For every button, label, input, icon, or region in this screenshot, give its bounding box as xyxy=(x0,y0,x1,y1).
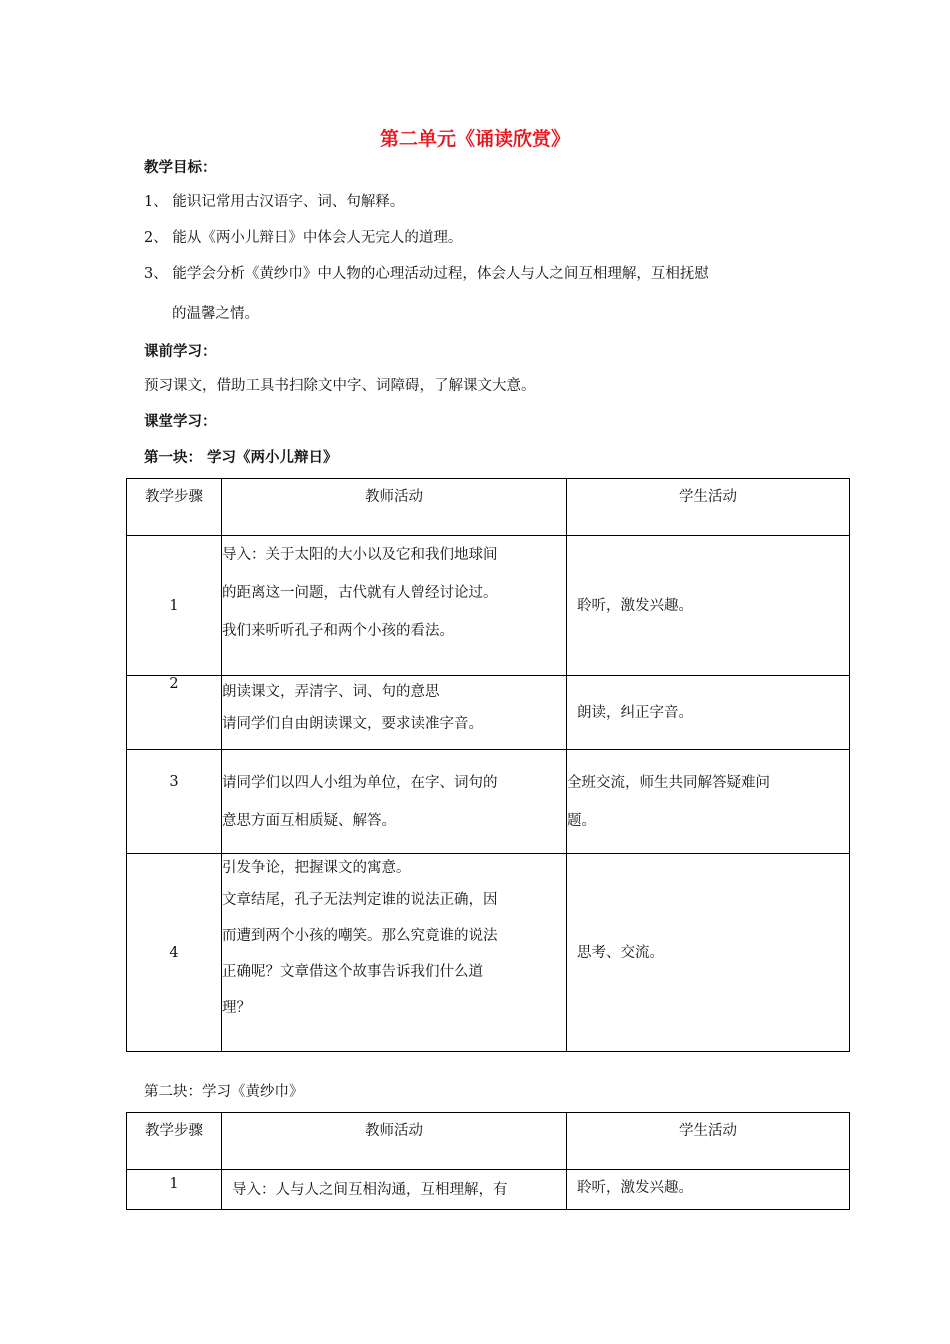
student-activity xyxy=(567,750,850,854)
step-number: 1 xyxy=(127,1170,222,1210)
objective-item-3-continued: 的温馨之情。 xyxy=(172,306,259,322)
teacher-activity xyxy=(222,854,567,1052)
step-number: 2 xyxy=(127,676,222,750)
student-activity xyxy=(567,854,850,1052)
table-row xyxy=(127,536,850,676)
header-teacher: 教师活动 xyxy=(222,1113,567,1170)
teacher-line: 朗读课文，弄清字、词、句的意思 xyxy=(222,684,440,700)
objective-item-2: 2、 能从《两小儿辩日》中体会人无完人的道理。 xyxy=(144,230,463,246)
teacher-line: 我们来听听孔子和两个小孩的看法。 xyxy=(222,623,454,639)
header-teacher: 教师活动 xyxy=(222,479,567,536)
table-row xyxy=(127,750,850,854)
step-number: 3 xyxy=(127,750,222,854)
inclass-heading: 课堂学习： xyxy=(144,413,217,430)
block2-heading: 第二块：学习《黄纱巾》 xyxy=(144,1084,304,1100)
teacher-line: 的距离这一问题，古代就有人曾经讨论过。 xyxy=(222,585,498,601)
teacher-line: 文章结尾，孔子无法判定谁的说法正确，因 xyxy=(222,892,498,908)
teacher-activity xyxy=(222,676,567,750)
teacher-line: 请同学们以四人小组为单位，在字、词句的 xyxy=(222,775,498,791)
teacher-line: 正确呢？文章借这个故事告诉我们什么道 xyxy=(222,964,483,980)
student-activity xyxy=(567,676,850,750)
teacher-activity: 导入：人与人之间互相沟通，互相理解，有 xyxy=(222,1170,567,1210)
teacher-line: 引发争论，把握课文的寓意。 xyxy=(222,860,411,876)
header-step: 教学步骤 xyxy=(127,479,222,536)
table-row xyxy=(127,1170,850,1210)
student-line: 聆听，激发兴趣。 xyxy=(577,597,693,614)
teacher-line: 请同学们自由朗读课文，要求读准字音。 xyxy=(222,716,483,732)
block2-table xyxy=(126,1112,850,1210)
student-line: 思考、交流。 xyxy=(577,944,664,961)
step-number: 4 xyxy=(127,854,222,1052)
objectives-heading: 教学目标： xyxy=(144,159,217,176)
student-line: 朗读，纠正字音。 xyxy=(577,704,693,721)
student-activity: 聆听，激发兴趣。 xyxy=(567,1170,850,1210)
header-student: 学生活动 xyxy=(567,479,850,536)
teacher-line: 意思方面互相质疑、解答。 xyxy=(222,813,396,829)
student-activity xyxy=(567,536,850,676)
table-header-row xyxy=(127,1113,850,1170)
preclass-heading: 课前学习： xyxy=(144,343,217,360)
table-header-row xyxy=(127,479,850,536)
teacher-line: 而遭到两个小孩的嘲笑。那么究竟谁的说法 xyxy=(222,928,498,944)
student-line: 全班交流，师生共同解答疑难问 xyxy=(567,775,770,791)
header-step: 教学步骤 xyxy=(127,1113,222,1170)
teacher-activity xyxy=(222,750,567,854)
table-row xyxy=(127,676,850,750)
objective-item-1: 1、 能识记常用古汉语字、词、句解释。 xyxy=(144,194,405,210)
header-student: 学生活动 xyxy=(567,1113,850,1170)
page-title: 第二单元《诵读欣赏》 xyxy=(379,128,570,150)
teacher-activity xyxy=(222,536,567,676)
block1-heading: 第一块： 学习《两小儿辩日》 xyxy=(144,449,338,466)
table-row xyxy=(127,854,850,1052)
teacher-line: 理？ xyxy=(222,1000,251,1016)
block1-table xyxy=(126,478,850,1052)
teacher-line: 导入：关于太阳的大小以及它和我们地球间 xyxy=(222,547,498,563)
preclass-text: 预习课文，借助工具书扫除文中字、词障碍，了解课文大意。 xyxy=(144,378,536,394)
step-number: 1 xyxy=(127,536,222,676)
student-line: 题。 xyxy=(567,813,596,829)
objective-item-3: 3、 能学会分析《黄纱巾》中人物的心理活动过程，体会人与人之间互相理解，互相抚慰 xyxy=(144,266,709,282)
